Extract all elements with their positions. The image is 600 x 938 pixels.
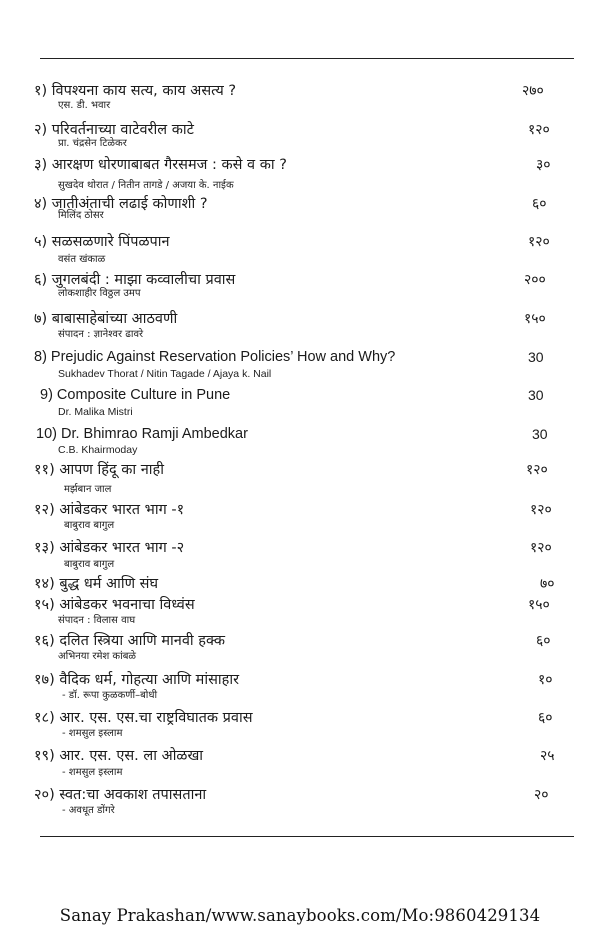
entry-author: प्रा. चंद्रसेन टिळेकर — [58, 138, 127, 149]
entry-title: २०) स्वत:चा अवकाश तपासताना — [34, 787, 207, 803]
entry-author: - शमसुल इस्लाम — [62, 728, 123, 739]
entry-author: - शमसुल इस्लाम — [62, 767, 123, 778]
entry-price: 30 — [528, 349, 544, 365]
entry-author: वसंत खंकाळ — [58, 254, 106, 265]
entry-author: लोकशाहीर विठ्ठल उमप — [58, 288, 141, 299]
entry-author: बाबुराव बागुल — [64, 559, 115, 570]
bottom-rule — [40, 836, 574, 837]
entry-price: १२० — [530, 502, 552, 518]
entry-price: ६० — [536, 633, 551, 649]
entry-author: बाबुराव बागुल — [64, 520, 115, 531]
entry-title: १८) आर. एस. एस.चा राष्ट्रविघातक प्रवास — [34, 710, 253, 726]
entry-price: 30 — [528, 387, 544, 403]
entry-price: ३० — [536, 157, 551, 173]
entry-title: १) विपश्यना काय सत्य, काय असत्य ? — [34, 83, 237, 99]
entry-title: ४) जातीअंताची लढाई कोणाशी ? — [34, 196, 208, 212]
entry-price: १५० — [524, 311, 546, 327]
entry-title: ३) आरक्षण धोरणाबाबत गैरसमज : कसे व का ? — [34, 157, 287, 173]
entry-price: २७० — [522, 83, 544, 99]
entry-price: २० — [534, 787, 549, 803]
entry-author: संपादन : विलास वाघ — [58, 615, 136, 626]
entry-title: १६) दलित स्त्रिया आणि मानवी हक्क — [34, 633, 225, 649]
entry-title: १२) आंबेडकर भारत भाग -१ — [34, 502, 185, 518]
entry-author: मर्झबान जाल — [64, 484, 112, 495]
entry-price: १२० — [528, 234, 550, 250]
entry-price: १२० — [530, 540, 552, 556]
entry-price: २०० — [524, 272, 546, 288]
entry-author: एस. डी. भवार — [58, 100, 111, 111]
entry-title: ५) सळसळणारे पिंपळपान — [34, 234, 170, 250]
entry-title: २) परिवर्तनाच्या वाटेवरील काटे — [34, 122, 194, 138]
entry-title: ११) आपण हिंदू का नाही — [34, 462, 165, 478]
entry-title: 8) Prejudic Against Reservation Policies’ How and Why? — [34, 349, 396, 365]
entry-price: २५ — [540, 748, 555, 764]
entry-price: ७० — [540, 576, 555, 592]
entry-author: मिलिंद ठोसर — [58, 210, 104, 221]
entry-title: १५) आंबेडकर भवनाचा विध्वंस — [34, 597, 195, 613]
entry-price: ६० — [538, 710, 553, 726]
entry-title: १७) वैदिक धर्म, गोहत्या आणि मांसाहार — [34, 672, 240, 688]
entry-author: संपादन : ज्ञानेश्वर ढावरे — [58, 329, 144, 340]
entry-price: १० — [538, 672, 553, 688]
entry-title: १४) बुद्ध धर्म आणि संघ — [34, 576, 159, 592]
entry-title: १३) आंबेडकर भारत भाग -२ — [34, 540, 185, 556]
entry-author: Dr. Malika Mistri — [58, 406, 133, 418]
entry-title: ६) जुगलबंदी : माझा कव्वालीचा प्रवास — [34, 272, 236, 288]
entry-author: सुखदेव थोरात / नितीन तागडे / अजया के. नाईक — [58, 180, 234, 191]
entry-title: 10) Dr. Bhimrao Ramji Ambedkar — [36, 426, 248, 442]
entry-author: - डॉ. रूपा कुळकर्णी–बोधी — [62, 690, 158, 701]
entry-title: 9) Composite Culture in Pune — [40, 387, 231, 403]
entry-price: 30 — [532, 426, 548, 442]
entry-author: Sukhadev Thorat / Nitin Tagade / Ajaya k. Nail — [58, 368, 272, 380]
entry-author: अभिनया रमेश कांबळे — [58, 651, 137, 662]
entry-price: ६० — [532, 196, 547, 212]
entry-author: C.B. Khairmoday — [58, 444, 138, 456]
entry-title: १९) आर. एस. एस. ला ओळखा — [34, 748, 204, 764]
entry-price: १२० — [528, 122, 550, 138]
entry-price: १५० — [528, 597, 550, 613]
entry-title: ७) बाबासाहेबांच्या आठवणी — [34, 311, 178, 327]
entry-price: १२० — [526, 462, 548, 478]
entry-author: - अवधूत डोंगरे — [62, 805, 115, 816]
publisher-footer: Sanay Prakashan/www.sanaybooks.com/Mo:9860429134 — [59, 906, 541, 925]
